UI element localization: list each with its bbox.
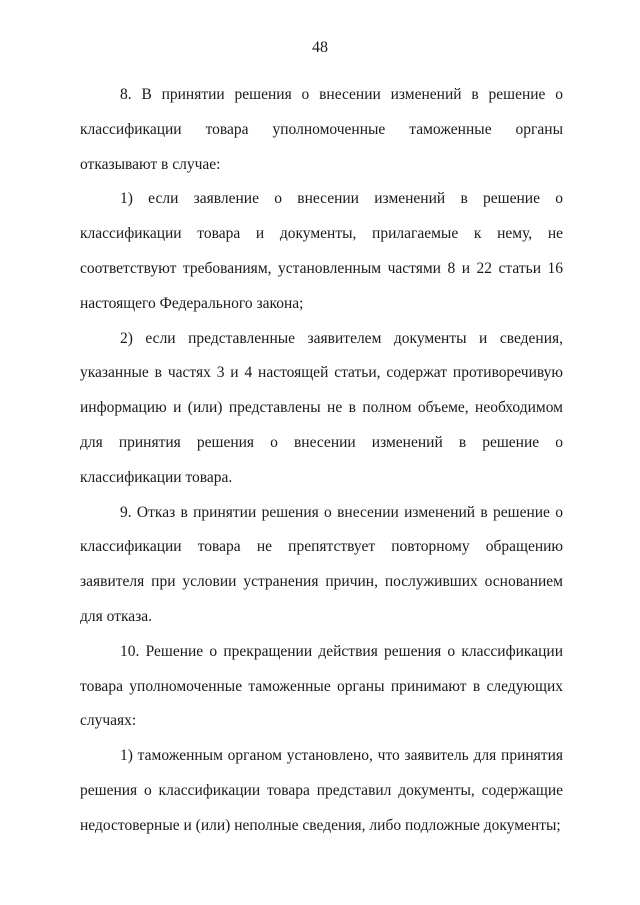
paragraph-10: 10. Решение о прекращении действия решения о классификации товара уполномоченные таможенные органы принимают в следующих случаях:: [80, 642, 563, 730]
paragraph-8: 8. В принятии решения о внесении изменений в решение о классификации товара уполномоченные таможенные органы отказывают в случае:: [80, 86, 563, 173]
paragraph-9: 9. Отказ в принятии решения о внесении изменений в решение о классификации товара не препятствует повторному обращению заявителя при условии устранения причин, послуживших основанием для отказа.: [80, 503, 563, 625]
document-body: [80, 78, 563, 844]
paragraph-10-item-1: 1) таможенным органом установлено, что заявитель для принятия решения о классификации товара представил документы, содержащие недостоверные и (или) неполные сведения, либо подложные документы;: [80, 747, 563, 834]
page-number: 48: [312, 39, 328, 56]
paragraph-8-item-2: 2) если представленные заявителем документы и сведения, указанные в частях 3 и 4 настоящей статьи, содержат противоречивую информацию и (или) представлены не в полном объеме, необходимом для принятия решения о внесении изменений в решение о классификации товара.: [80, 329, 563, 486]
paragraph-8-item-1: 1) если заявление о внесении изменений в решение о классификации товара и документы, прилагаемые к нему, не соответствуют требованиям, установленным частями 8 и 22 статьи 16 настоящего Федерального закона;: [80, 190, 563, 312]
